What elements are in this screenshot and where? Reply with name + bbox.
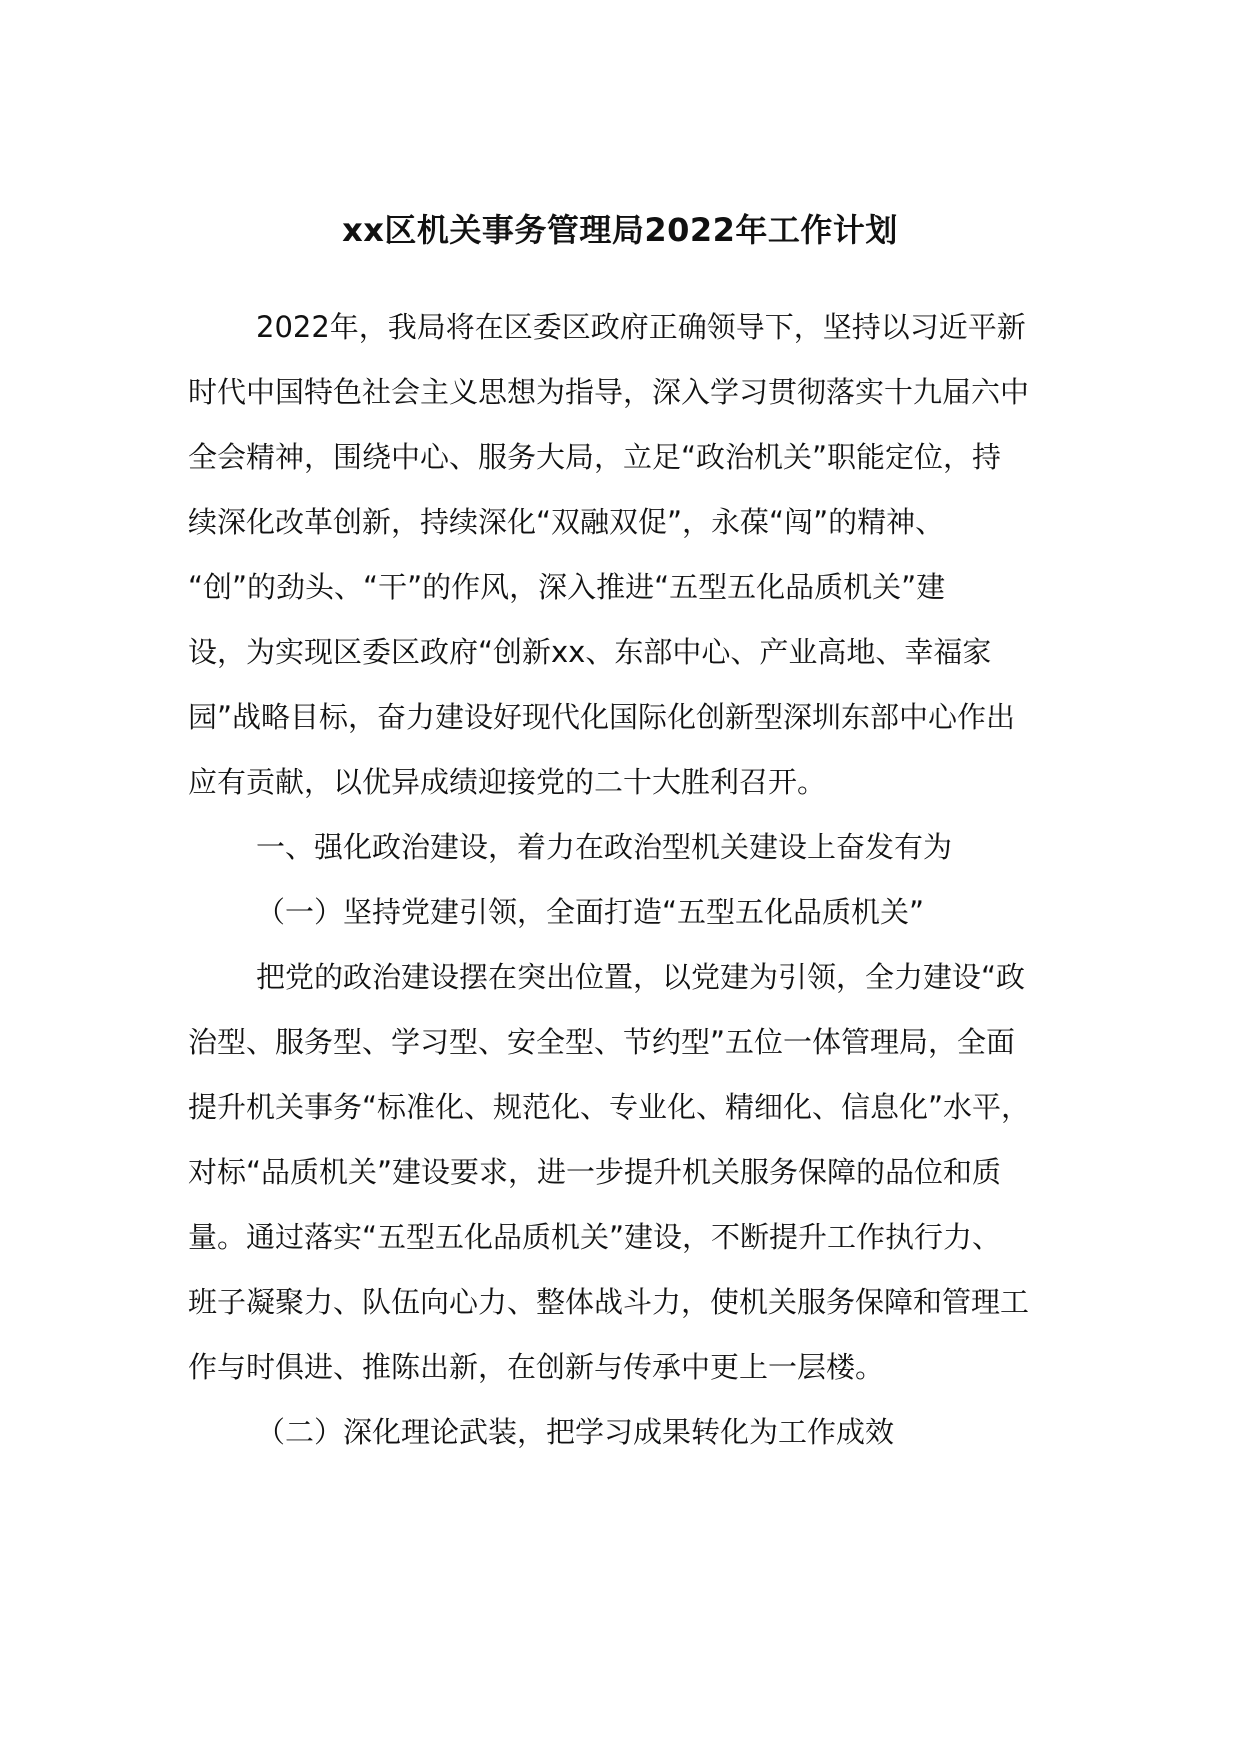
paragraph-line: 全会精神，围绕中心、服务大局，立足“政治机关”职能定位，持 <box>188 440 1002 474</box>
paragraph-line: “创”的劲头、“干”的作风，深入推进“五型五化品质机关”建 <box>188 570 946 604</box>
subsection-heading: （二）深化理论武装，把学习成果转化为工作成效 <box>256 1415 895 1449</box>
paragraph-line: 作与时俱进、推陈出新，在创新与传承中更上一层楼。 <box>188 1350 885 1384</box>
paragraph-line: 2022年，我局将在区委区政府正确领导下，坚持以习近平新 <box>256 310 1026 344</box>
paragraph-line: 续深化改革创新，持续深化“双融双促”，永葆“闯”的精神、 <box>188 505 945 539</box>
paragraph-line: 时代中国特色社会主义思想为指导，深入学习贯彻落实十九届六中 <box>188 375 1030 409</box>
paragraph-line: 园”战略目标，奋力建设好现代化国际化创新型深圳东部中心作出 <box>188 700 1016 734</box>
paragraph-line: 设，为实现区委区政府“创新xx、东部中心、产业高地、幸福家 <box>188 635 992 669</box>
document-title: xx区机关事务管理局2022年工作计划 <box>342 211 898 249</box>
paragraph-line: 把党的政治建设摆在突出位置，以党建为引领，全力建设“政 <box>256 960 1026 994</box>
paragraph-line: 量。通过落实“五型五化品质机关”建设，不断提升工作执行力、 <box>188 1220 1002 1254</box>
paragraph-line: 治型、服务型、学习型、安全型、节约型”五位一体管理局，全面 <box>188 1025 1016 1059</box>
paragraph-line: 对标“品质机关”建设要求，进一步提升机关服务保障的品位和质 <box>188 1155 1002 1189</box>
paragraph-line: 应有贡献，以优异成绩迎接党的二十大胜利召开。 <box>188 765 827 799</box>
paragraph-line: 班子凝聚力、队伍向心力、整体战斗力，使机关服务保障和管理工 <box>188 1285 1030 1319</box>
subsection-heading: （一）坚持党建引领，全面打造“五型五化品质机关” <box>256 895 925 929</box>
section-heading: 一、强化政治建设，着力在政治型机关建设上奋发有为 <box>256 830 953 864</box>
paragraph-line: 提升机关事务“标准化、规范化、专业化、精细化、信息化”水平， <box>188 1090 1031 1124</box>
